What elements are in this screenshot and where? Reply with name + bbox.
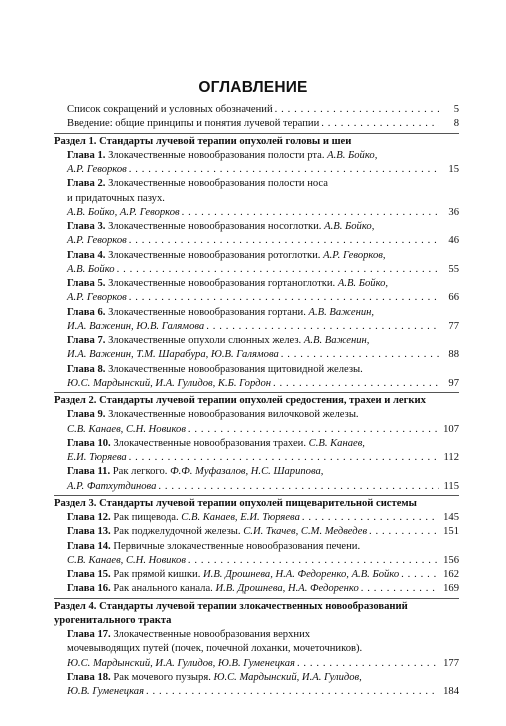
- toc-entry: [54, 568, 459, 582]
- toc-entry: [54, 306, 459, 320]
- toc-entry-cont: [54, 554, 459, 568]
- toc-entry-cont: [54, 642, 459, 656]
- page-number: 145: [443, 512, 459, 523]
- dot-leader: [302, 511, 439, 525]
- page-number: 156: [443, 554, 459, 566]
- toc-entry: [54, 177, 459, 191]
- chapter-label: Глава 8.: [67, 363, 106, 375]
- section-title: урогенитального тракта: [54, 614, 172, 626]
- chapter-title: Злокачественные опухоли слюнных желез.: [108, 335, 302, 346]
- toc-entry: [54, 511, 459, 525]
- toc-entry: [54, 117, 459, 131]
- chapter-title: Рак анального канала.: [113, 583, 213, 595]
- section-heading: [54, 135, 459, 149]
- chapter-label: Глава 10.: [67, 437, 111, 449]
- toc-entry: [54, 363, 459, 377]
- chapter-title: Рак легкого.: [112, 466, 168, 478]
- section-divider: [54, 392, 459, 393]
- chapter-authors: А.В. Бойко,: [337, 278, 389, 289]
- toc-entry: [54, 437, 459, 451]
- toc-entry-cont: [54, 291, 459, 305]
- section-heading: [54, 600, 459, 614]
- dot-leader: [369, 525, 439, 539]
- toc-entry-cont: [54, 423, 459, 437]
- toc-entry: [54, 149, 459, 163]
- dot-leader: [182, 206, 439, 220]
- page-number: 107: [443, 423, 459, 435]
- toc-entry: [54, 628, 459, 642]
- chapter-label: Глава 17.: [67, 629, 111, 640]
- page-number: 5: [453, 104, 459, 115]
- table-of-contents: [54, 103, 459, 699]
- chapter-title: Злокачественные новообразования носоглотки.: [108, 221, 322, 232]
- page-number: 36: [448, 206, 459, 218]
- chapter-title: Первичные злокачественные новообразования печени.: [113, 540, 361, 552]
- chapter-title: Злокачественные новообразования щитовидной железы.: [108, 363, 363, 375]
- section-divider: [54, 598, 459, 599]
- chapter-title-cont: мочевыводящих путей (почек, почечной лоханки, мочеточников).: [67, 643, 363, 655]
- chapter-authors: И.В. Дрошнева, Н.А. Федоренко, А.В. Бойко: [203, 569, 400, 580]
- chapter-authors: А.В. Бойко,: [324, 221, 375, 232]
- chapter-label: Глава 7.: [67, 335, 106, 346]
- chapter-title: Злокачественные новообразования трахеи.: [113, 437, 306, 449]
- toc-entry: [54, 408, 459, 422]
- chapter-title-cont: и придаточных пазух.: [67, 192, 165, 204]
- toc-entry-cont: [54, 206, 459, 220]
- page-title: ОГЛАВЛЕНИЕ: [198, 79, 308, 96]
- section-title: Раздел 4. Стандарты лучевой терапии злокачественных новообразований: [54, 600, 408, 612]
- chapter-authors: С.В. Канаев, Е.И. Тюряева: [181, 512, 300, 523]
- chapter-authors: С.В. Канаев, С.Н. Новиков: [67, 423, 186, 435]
- toc-entry-cont: [54, 348, 459, 362]
- chapter-authors: А.Р. Геворков: [67, 235, 127, 247]
- toc-entry-cont: [54, 263, 459, 277]
- toc-entry-cont: [54, 192, 459, 206]
- dot-leader: [129, 451, 439, 465]
- chapter-label: Глава 4.: [67, 249, 106, 261]
- chapter-label: Глава 6.: [67, 306, 106, 318]
- toc-entry: [54, 277, 459, 291]
- chapter-title: Злокачественные новообразования вилочковой железы.: [108, 409, 359, 421]
- toc-entry: [54, 465, 459, 479]
- section-title: Раздел 1. Стандарты лучевой терапии опухолей головы и шеи: [54, 135, 352, 147]
- dot-leader: [158, 480, 439, 494]
- page-number: 15: [448, 164, 459, 175]
- chapter-authors: А.В. Важенин,: [308, 306, 375, 318]
- dot-leader: [188, 554, 439, 568]
- dot-leader: [281, 348, 439, 362]
- toc-entry-cont: [54, 685, 459, 699]
- entry-title: Список сокращений и условных обозначений: [67, 104, 273, 115]
- toc-entry-cont: [54, 480, 459, 494]
- chapter-authors: А.Р. Геворков: [67, 292, 127, 304]
- chapter-authors: И.В. Дрошнева, Н.А. Федоренко: [215, 583, 359, 595]
- chapter-authors: А.В. Бойко,: [327, 149, 378, 161]
- toc-entry-cont: [54, 234, 459, 248]
- section-divider: [54, 495, 459, 496]
- chapter-title: Злокачественные новообразования полости носа: [108, 178, 328, 190]
- toc-entry: [54, 540, 459, 554]
- chapter-authors: А.Р. Фатхутдинова: [67, 480, 157, 492]
- chapter-title: Злокачественные новообразования гортаноглотки.: [108, 278, 336, 289]
- page-number: 66: [448, 292, 459, 304]
- chapter-authors: С.В. Канаев, С.Н. Новиков: [67, 554, 186, 566]
- dot-leader: [297, 657, 439, 671]
- toc-entry-cont: [54, 320, 459, 334]
- chapter-authors: Е.И. Тюряева: [67, 452, 127, 463]
- chapter-title: Рак пищевода.: [113, 512, 179, 523]
- toc-entry: [54, 220, 459, 234]
- page-number: 169: [443, 583, 459, 595]
- chapter-label: Глава 18.: [67, 671, 111, 683]
- toc-entry-cont: [54, 163, 459, 177]
- toc-entry: [54, 334, 459, 348]
- chapter-authors: А.В. Бойко: [67, 263, 115, 275]
- chapter-label: Глава 3.: [67, 221, 106, 232]
- chapter-authors: И.А. Важенин, Т.М. Шарабура, Ю.В. Галямова: [67, 349, 279, 361]
- chapter-label: Глава 9.: [67, 409, 106, 421]
- chapter-authors: Ю.С. Мардынский, И.А. Гулидов,: [213, 671, 362, 683]
- dot-leader: [146, 685, 439, 699]
- chapter-authors: Ф.Ф. Муфазалов, Н.С. Шарипова,: [170, 466, 324, 478]
- section-divider: [54, 133, 459, 134]
- dot-leader: [401, 568, 439, 582]
- chapter-label: Глава 5.: [67, 278, 106, 289]
- page-number: 77: [448, 320, 459, 332]
- chapter-title: Злокачественные новообразования гортани.: [108, 306, 306, 318]
- chapter-authors: И.А. Важенин, Ю.В. Галямова: [67, 320, 205, 332]
- chapter-label: Глава 14.: [67, 540, 111, 552]
- section-title: Раздел 2. Стандарты лучевой терапии опухолей средостения, трахеи и легких: [54, 395, 426, 406]
- page-number: 115: [443, 480, 459, 492]
- toc-entry: [54, 582, 459, 596]
- toc-entry-cont: [54, 657, 459, 671]
- chapter-title: Злокачественные новообразования ротоглотки.: [108, 249, 321, 261]
- chapter-title: Рак мочевого пузыря.: [113, 671, 211, 683]
- chapter-title: Рак поджелудочной железы.: [113, 526, 241, 538]
- dot-leader: [275, 103, 439, 117]
- page-number: 177: [443, 657, 459, 669]
- chapter-title: Рак прямой кишки.: [113, 569, 201, 580]
- page-number: 151: [443, 526, 459, 538]
- page-number: 97: [448, 377, 459, 389]
- page-number: 55: [448, 263, 459, 275]
- chapter-label: Глава 12.: [67, 512, 111, 523]
- toc-entry: [54, 525, 459, 539]
- chapter-authors: С.И. Ткачев, С.М. Медведев: [243, 526, 368, 538]
- toc-entry: [54, 671, 459, 685]
- page-number: 8: [453, 118, 459, 130]
- dot-leader: [129, 163, 439, 177]
- chapter-title: Злокачественные новообразования полости рта.: [108, 149, 325, 161]
- chapter-label: Глава 2.: [67, 178, 106, 190]
- dot-leader: [117, 263, 439, 277]
- dot-leader: [188, 423, 439, 437]
- page-number: 46: [448, 235, 459, 247]
- page-number: 184: [443, 686, 459, 697]
- section-heading: [54, 497, 459, 511]
- chapter-label: Глава 15.: [67, 569, 111, 580]
- page-number: 112: [443, 452, 459, 463]
- toc-entry: [54, 103, 459, 117]
- section-heading: [54, 614, 459, 628]
- chapter-authors: А.Р. Геворков: [67, 164, 127, 175]
- dot-leader: [361, 582, 439, 596]
- chapter-label: Глава 11.: [67, 466, 111, 478]
- chapter-authors: С.В. Канаев,: [308, 437, 365, 449]
- dot-leader: [206, 320, 439, 334]
- page-number: 88: [448, 349, 459, 361]
- chapter-authors: Ю.С. Мардынский, И.А. Гулидов, К.Б. Гордон: [67, 377, 272, 389]
- page-number: 162: [443, 569, 459, 580]
- chapter-label: Глава 1.: [67, 149, 106, 161]
- chapter-label: Глава 16.: [67, 583, 111, 595]
- dot-leader: [273, 377, 439, 391]
- chapter-authors: А.Р. Геворков,: [323, 249, 386, 261]
- section-title: Раздел 3. Стандарты лучевой терапии опухолей пищеварительной системы: [54, 497, 417, 509]
- toc-entry-cont: [54, 451, 459, 465]
- toc-entry-cont: [54, 377, 459, 391]
- entry-title: Введение: общие принципы и понятия лучевой терапии: [67, 118, 320, 130]
- dot-leader: [129, 291, 439, 305]
- chapter-authors: А.В. Важенин,: [303, 335, 370, 346]
- chapter-label: Глава 13.: [67, 526, 111, 538]
- dot-leader: [321, 117, 439, 131]
- chapter-title: Злокачественные новообразования верхних: [113, 629, 311, 640]
- toc-entry: [54, 249, 459, 263]
- section-heading: [54, 394, 459, 408]
- chapter-authors: Ю.В. Гуменецкая: [67, 686, 144, 697]
- chapter-authors: А.В. Бойко, А.Р. Геворков: [67, 206, 180, 218]
- dot-leader: [129, 234, 439, 248]
- chapter-authors: Ю.С. Мардынский, И.А. Гулидов, Ю.В. Гуменецкая: [67, 657, 295, 669]
